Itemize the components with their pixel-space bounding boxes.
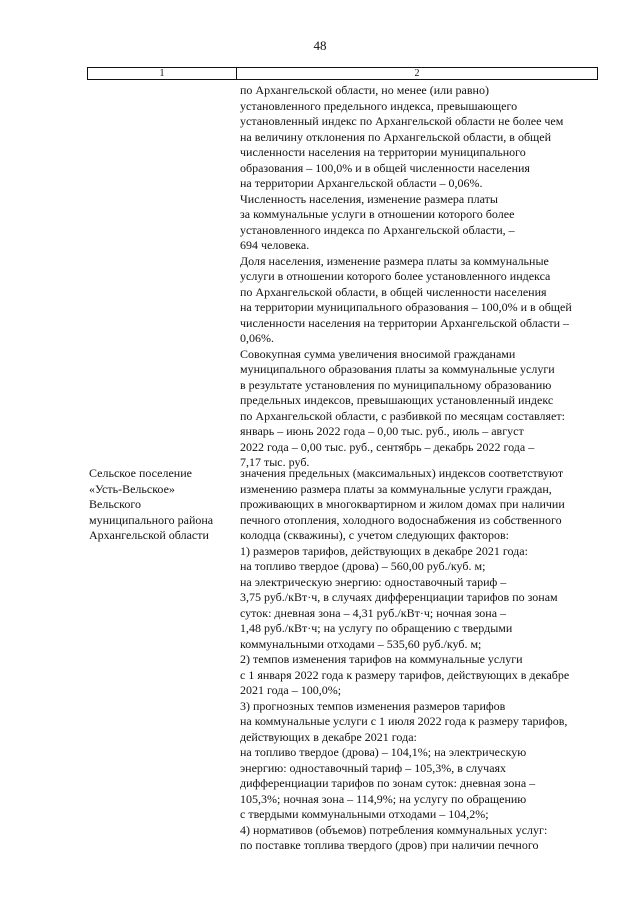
text-line: на электрическую энергию: одноставочный тариф – [240, 574, 507, 589]
municipality-name-line: Архангельской области [89, 528, 209, 542]
text-line: по поставке топлива твердого (дров) при наличии печного [240, 838, 539, 852]
text-line: энергию: одноставочный тариф – 105,3%, в случаях [240, 760, 507, 775]
text-line: численности населения на территории муниципального [240, 145, 526, 159]
text-line: установленного предельного индекса, превышающего [240, 98, 518, 113]
text-line: изменению размера платы за коммунальные услуги граждан, [240, 481, 552, 496]
text-line: предельных индексов, превышающих установленный индекс [240, 393, 554, 407]
text-line: 105,3%; ночная зона – 114,9%; на услугу по обращению [240, 791, 527, 806]
text-line: Совокупная сумма увеличения вносимой гражданами [240, 346, 516, 361]
text-line: муниципального образования платы за коммунальные услуги [240, 362, 555, 376]
text-line: 694 человека. [240, 238, 310, 252]
text-line: установленного индекса по Архангельской области, – [240, 222, 515, 237]
section2-text [240, 466, 602, 854]
text-line: на территории Архангельской области – 0,06%. [240, 176, 483, 190]
municipality-name-line: «Усть-Вельское» [89, 481, 175, 496]
text-line: 1,48 руб./кВт·ч; на услугу по обращению с твердыми [240, 621, 513, 635]
text-line: на топливо твердое (дрова) – 104,1%; на электрическую [240, 745, 527, 759]
text-line: на территории муниципального образования – 100,0% и в общей [240, 300, 572, 314]
text-line: 3,75 руб./кВт·ч, в случаях дифференциации тарифов по зонам [240, 590, 558, 604]
table-header-col2: 2 [414, 68, 420, 79]
text-line: с 1 января 2022 года к размеру тарифов, действующих в декабре [240, 667, 570, 682]
text-line: на коммунальные услуги с 1 июля 2022 года к размеру тарифов, [240, 714, 568, 728]
text-line: проживающих в многоквартирном и жилом домах при наличии [240, 497, 565, 511]
text-line: на величину отклонения по Архангельской области, в общей [240, 129, 552, 144]
table-header-row [87, 67, 598, 80]
text-line: 4) нормативов (объемов) потребления коммунальных услуг: [240, 822, 548, 837]
text-line: 2) темпов изменения тарифов на коммунальные услуги [240, 652, 523, 666]
text-line: по Архангельской области, но менее (или равно) [240, 83, 489, 97]
text-line: январь – июнь 2022 года – 0,00 тыс. руб., июль – август [240, 424, 524, 438]
text-line: печного отопления, холодного водоснабжения из собственного [240, 512, 562, 527]
text-line: 3) прогнозных темпов изменения размеров тарифов [240, 698, 506, 713]
text-line: по Архангельской области, в общей численности населения [240, 284, 547, 299]
text-line: с твердыми коммунальными отходами – 104,2%; [240, 807, 489, 821]
text-line: Доля населения, изменение размера платы за коммунальные [240, 253, 549, 268]
text-line: колодца (скважины), с учетом следующих факторов: [240, 528, 509, 542]
text-line: 7,17 тыс. руб. [240, 455, 310, 469]
table-header-col1: 1 [88, 68, 237, 79]
text-line: 2021 года – 100,0%; [240, 683, 342, 697]
municipality-name-line: Вельского [89, 497, 141, 511]
text-line: 2022 года – 0,00 тыс. руб., сентябрь – декабрь 2022 года – [240, 439, 535, 454]
text-line: суток: дневная зона – 4,31 руб./кВт·ч; ночная зона – [240, 605, 507, 620]
text-line: по Архангельской области, с разбивкой по месяцам составляет: [240, 408, 565, 423]
section1-text [240, 83, 602, 471]
page-number: 48 [313, 38, 327, 53]
municipality-name-line: муниципального района [89, 512, 214, 527]
text-line: численности населения на территории Архангельской области – [240, 315, 570, 330]
text-line: значения предельных (максимальных) индексов соответствуют [240, 466, 564, 480]
text-line: Численность населения, изменение размера платы [240, 191, 498, 206]
municipality-name [89, 466, 235, 544]
text-line: услуги в отношении которого более установленного индекса [240, 269, 551, 283]
text-line: в результате установления по муниципальному образованию [240, 377, 552, 392]
text-line: 0,06%. [240, 331, 274, 345]
text-line: 1) размеров тарифов, действующих в декабре 2021 года: [240, 543, 528, 558]
text-line: действующих в декабре 2021 года: [240, 729, 417, 744]
text-line: образования – 100,0% и в общей численности населения [240, 160, 530, 175]
municipality-name-line: Сельское поселение [89, 466, 192, 480]
text-line: за коммунальные услуги в отношении которого более [240, 207, 515, 221]
text-line: установленный индекс по Архангельской области не более чем [240, 114, 564, 128]
text-line: на топливо твердое (дрова) – 560,00 руб./куб. м; [240, 559, 486, 573]
text-line: дифференциации тарифов по зонам суток: дневная зона – [240, 776, 536, 790]
text-line: коммунальными отходами – 535,60 руб./куб. м; [240, 636, 482, 651]
